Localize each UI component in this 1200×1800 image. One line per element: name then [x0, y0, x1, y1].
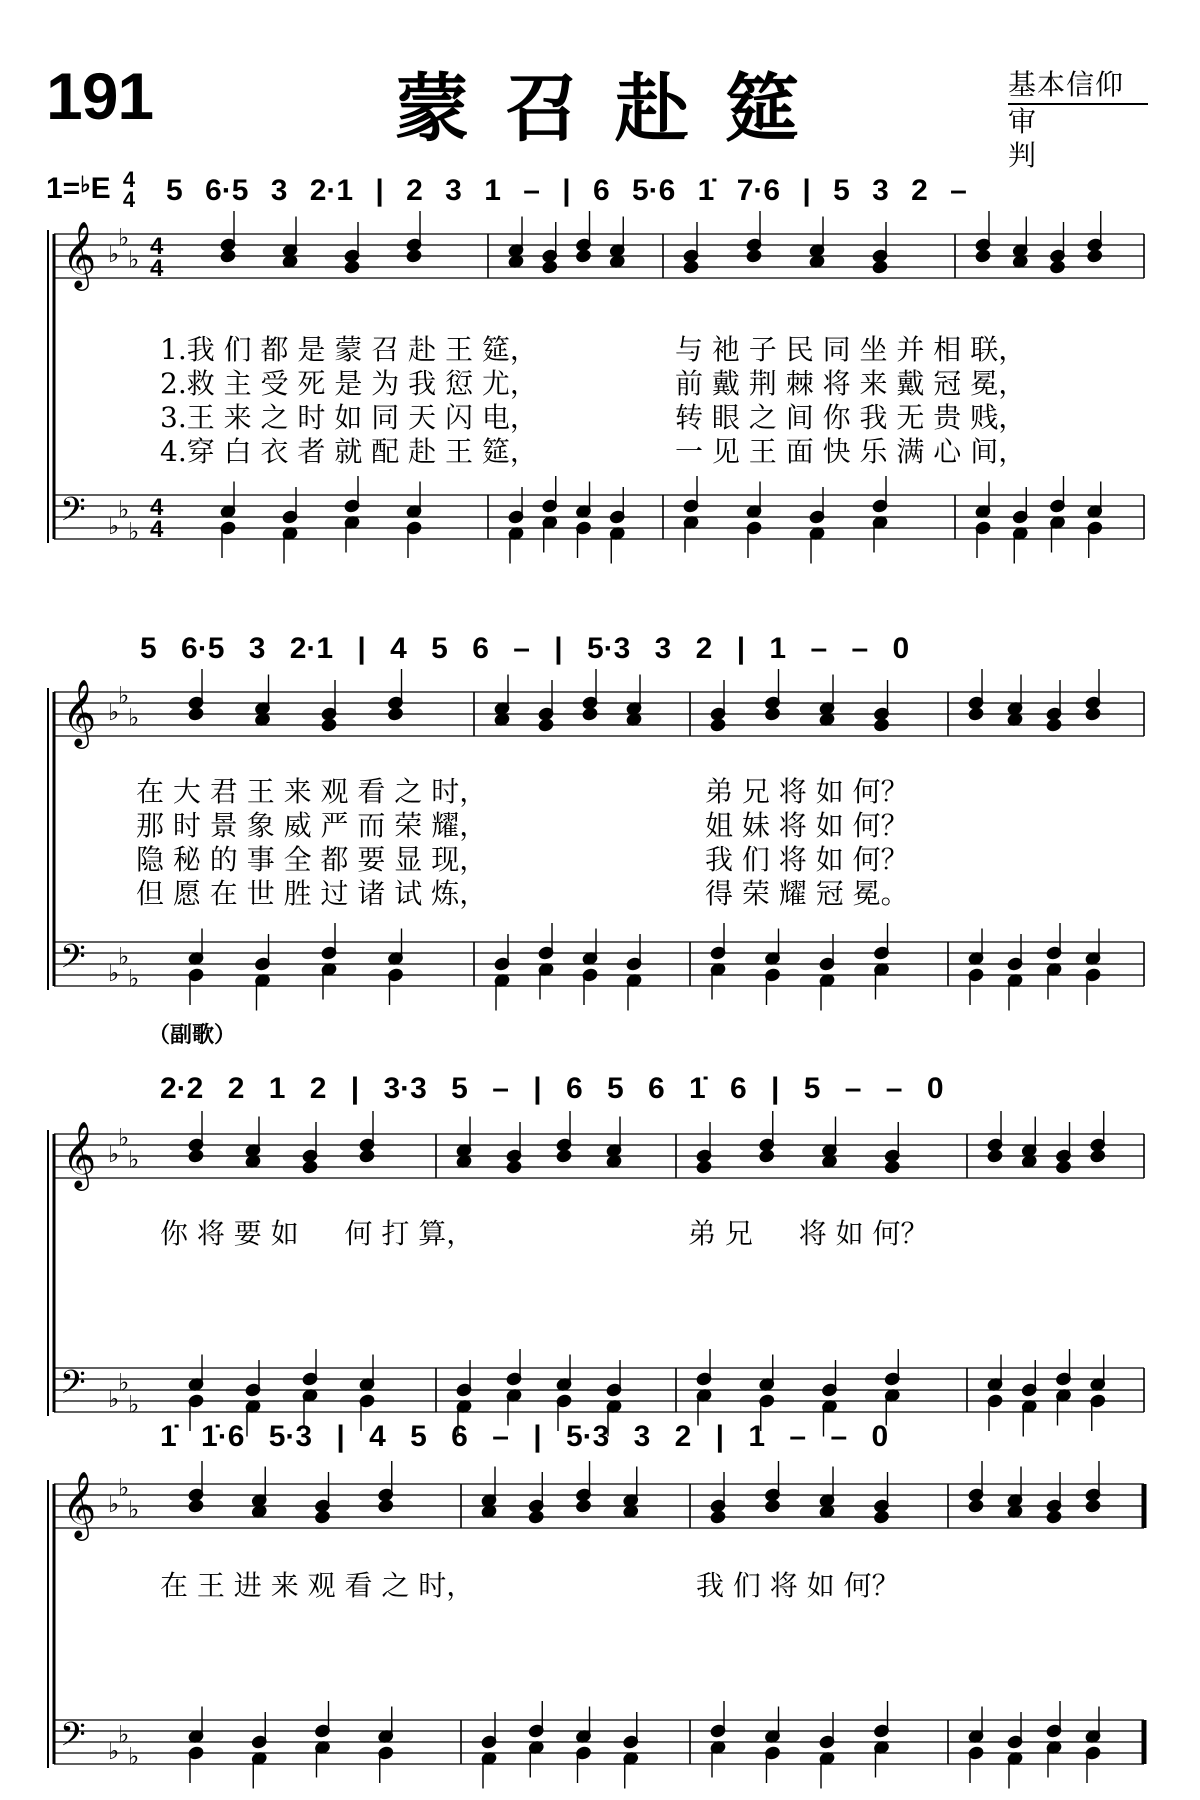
treble-clef: 𝄞: [62, 678, 97, 746]
verse4-line4: 得 荣 耀 冠 冕。: [705, 877, 909, 910]
treble-note-head: [1089, 1148, 1106, 1163]
key-flat: ♭: [128, 1390, 140, 1419]
treble-note-head: [528, 1509, 545, 1524]
jianpu-system-1: 5 6·5 3 2·1 | 2 3 1 – | 6 5·6 1̇ 7·6 | 5 3 2 –: [166, 174, 967, 207]
verse2-line4: 姐 妹 将 如 何？: [705, 809, 909, 842]
jianpu-system-2: 5 6·5 3 2·1 | 4 5 6 – | 5·3 3 2 | 1 – – 0: [140, 632, 910, 665]
treble-note-head: [746, 248, 763, 263]
treble-note-head: [556, 1148, 573, 1163]
treble-clef: 𝄞: [62, 220, 97, 288]
hymn-number: 191: [46, 59, 154, 133]
key-flat: ♭: [128, 703, 140, 732]
treble-note-head: [387, 706, 404, 721]
key-flat: ♭: [108, 240, 120, 268]
jianpu-system-3: 2·2 2 1 2 | 3·3 5 – | 6 5 6 1̇ 6 | 5 – – 0: [160, 1072, 944, 1105]
treble-note-head: [873, 1509, 890, 1524]
key-flat: ♭: [118, 1123, 130, 1152]
jianpu-system-4: 1̇ 1̇·6 5·3 | 4 5 6 – | 5·3 3 2 | 1 – – 0: [160, 1420, 889, 1453]
verse2-line3: 那 时 景 象 威 严 而 荣 耀，: [136, 809, 488, 842]
treble-note-head: [188, 706, 205, 721]
treble-note-head: [302, 1159, 319, 1174]
key-flat: ♭: [118, 1368, 130, 1397]
time-top: 4: [122, 167, 136, 192]
treble-note-head: [873, 717, 890, 732]
treble-clef: 𝄞: [62, 1120, 97, 1188]
verse3-line1: 3.王 来 之 时 如 同 天 闪 电，: [160, 401, 538, 434]
key-flat: ♭: [128, 1145, 140, 1174]
verse3-line3: 隐 秘 的 事 全 都 要 显 现，: [136, 843, 488, 876]
key-flat: ♭: [118, 223, 130, 252]
treble-note-head: [582, 706, 599, 721]
key-flat: ♭: [118, 1720, 130, 1749]
treble-note-head: [975, 248, 992, 263]
key-flat: ♭: [108, 1737, 120, 1765]
time-bottom: 4: [122, 187, 136, 212]
treble-note-head: [541, 259, 558, 274]
verse1-line4: 弟 兄 将 如 何？: [705, 775, 909, 808]
treble-note-head: [758, 1148, 775, 1163]
key-flat: ♭: [118, 681, 130, 710]
treble-note-head: [1049, 259, 1066, 274]
treble-note-head: [406, 248, 423, 263]
key-flat: ♭: [118, 1473, 130, 1502]
treble-note-head: [314, 1509, 331, 1524]
treble-note-head: [575, 1498, 592, 1513]
treble-note-head: [220, 248, 237, 263]
treble-note-head: [344, 259, 361, 274]
treble-note-head: [872, 259, 889, 274]
bass-clef: 𝄢: [60, 491, 86, 537]
treble-note-head: [506, 1159, 523, 1174]
bass-clef: 𝄢: [60, 1364, 86, 1410]
treble-note-head: [764, 1498, 781, 1513]
key-flat: ♭: [128, 1742, 140, 1771]
verse4-line3: 但 愿 在 世 胜 过 诸 试 炼，: [136, 877, 488, 910]
bass-clef: 𝄢: [60, 938, 86, 984]
verse4-line2: 一 见 王 面 快 乐 满 心 间，: [675, 435, 1027, 468]
key-flat: ♭: [128, 1495, 140, 1524]
key-flat: ♭: [128, 517, 140, 546]
treble-note-head: [188, 1148, 205, 1163]
verse4-line1: 4.穿 白 衣 者 就 配 赴 王 筵，: [160, 435, 538, 468]
key-flat: ♭: [118, 495, 130, 524]
key-flat: ♭: [128, 245, 140, 274]
treble-note-head: [538, 717, 555, 732]
key-flat: ♭: [108, 1385, 120, 1413]
time-sig-bottom: 4: [150, 255, 164, 282]
key-flat: ♭: [118, 942, 130, 971]
refrain-line4: 我 们 将 如 何？: [696, 1569, 900, 1602]
treble-note-head: [696, 1159, 713, 1174]
treble-note-head: [1046, 1509, 1063, 1524]
treble-note-head: [884, 1159, 901, 1174]
flat-sign: ♭: [80, 172, 91, 197]
bass-clef: 𝄢: [60, 1716, 86, 1762]
verse1-line1: 1.我 们 都 是 蒙 召 赴 王 筵，: [160, 333, 538, 366]
key-flat: ♭: [108, 959, 120, 987]
verse2-line2: 前 戴 荆 棘 将 来 戴 冠 冕，: [675, 367, 1027, 400]
refrain-line2: 弟 兄 将 如 何？: [688, 1217, 929, 1250]
refrain-label: （副歌）: [148, 1023, 237, 1048]
verse3-line4: 我 们 将 如 何？: [705, 843, 909, 876]
treble-note-head: [764, 706, 781, 721]
treble-note-head: [968, 706, 985, 721]
time-sig-top: 4: [150, 233, 164, 260]
treble-note-head: [377, 1498, 394, 1513]
treble-note-head: [683, 259, 700, 274]
key-flat: ♭: [108, 1140, 120, 1168]
category-primary: 基本信仰: [1008, 68, 1148, 105]
key-flat: ♭: [108, 698, 120, 726]
treble-note-head: [1086, 248, 1103, 263]
verse1-line3: 在 大 君 王 来 观 看 之 时，: [136, 775, 488, 808]
time-sig-top: 4: [150, 494, 164, 521]
treble-note-head: [575, 248, 592, 263]
category-secondary: 审判: [1008, 105, 1101, 172]
treble-note-head: [1046, 717, 1063, 732]
key-prefix: 1=: [46, 172, 81, 205]
treble-note-head: [1085, 706, 1102, 721]
treble-note-head: [1055, 1159, 1072, 1174]
key-flat: ♭: [108, 512, 120, 540]
key-flat: ♭: [108, 1490, 120, 1518]
verse1-line2: 与 祂 子 民 同 坐 并 相 联，: [675, 333, 1027, 366]
refrain-line1: 你 将 要 如 何 打 算，: [160, 1217, 475, 1250]
treble-note-head: [1085, 1498, 1102, 1513]
treble-note-head: [321, 717, 338, 732]
treble-note-head: [968, 1498, 985, 1513]
key-flat: ♭: [128, 964, 140, 993]
verse3-line2: 转 眼 之 间 你 我 无 贵 贱，: [675, 401, 1027, 434]
treble-note-head: [710, 717, 727, 732]
treble-note-head: [710, 1509, 727, 1524]
refrain-line3: 在 王 进 来 观 看 之 时，: [160, 1569, 475, 1602]
treble-note-head: [359, 1148, 376, 1163]
verse2-line1: 2.救 主 受 死 是 为 我 愆 尤，: [160, 367, 538, 400]
treble-note-head: [188, 1498, 205, 1513]
key-letter: E: [90, 172, 111, 205]
hymn-title: 蒙召赴筵: [395, 66, 835, 152]
treble-note-head: [987, 1148, 1004, 1163]
time-sig-bottom: 4: [150, 516, 164, 543]
treble-clef: 𝄞: [62, 1470, 97, 1538]
